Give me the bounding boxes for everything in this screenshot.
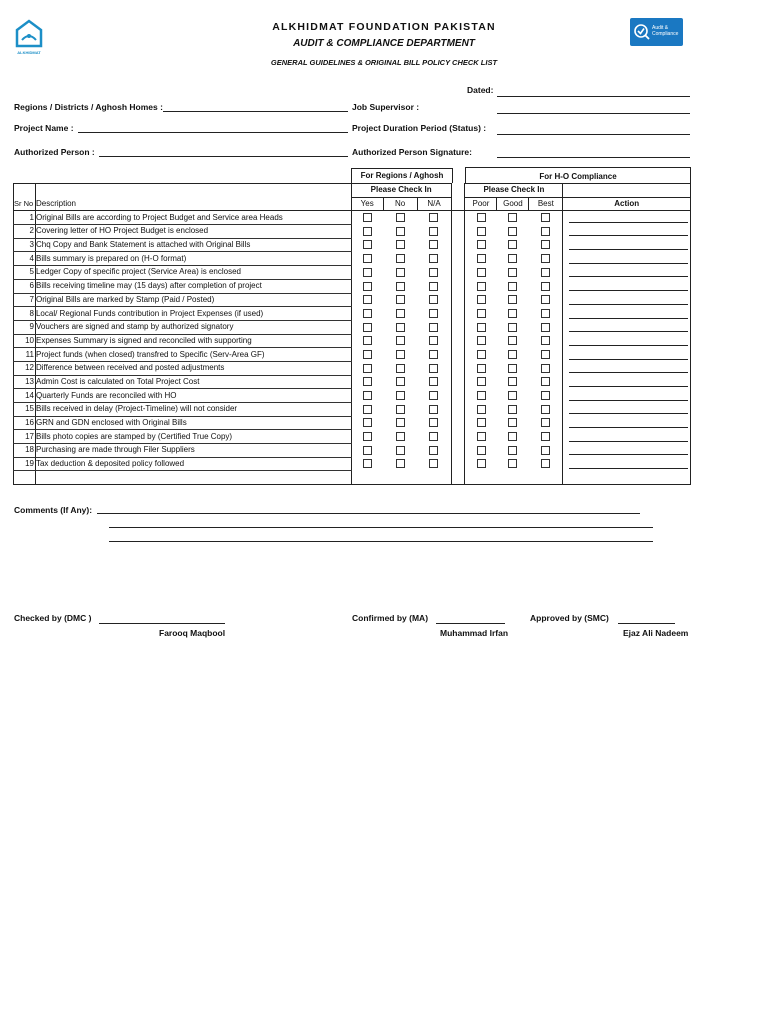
no-checkbox[interactable] (396, 459, 405, 468)
ho-group-header (465, 167, 691, 184)
sr-cell: 4 (14, 252, 36, 266)
sr-cell: 10 (14, 334, 36, 348)
poor-checkbox[interactable] (477, 405, 486, 414)
poor-checkbox[interactable] (477, 432, 486, 441)
no-checkbox[interactable] (396, 350, 405, 359)
sr-cell: 8 (14, 307, 36, 321)
project-duration-label: Project Duration Period (Status) : (352, 123, 487, 133)
no-checkbox[interactable] (396, 336, 405, 345)
poor-checkbox[interactable] (477, 350, 486, 359)
yes-checkbox[interactable] (363, 227, 372, 236)
description-cell: Tax deduction & deposited policy followed (35, 457, 351, 471)
action-field[interactable] (569, 226, 688, 236)
no-checkbox[interactable] (396, 432, 405, 441)
yes-checkbox[interactable] (363, 240, 372, 249)
best-checkbox[interactable] (541, 459, 550, 468)
table-row (14, 416, 691, 430)
poor-checkbox[interactable] (477, 418, 486, 427)
action-field[interactable] (569, 377, 688, 387)
checklist-subtitle: GENERAL GUIDELINES & ORIGINAL BILL POLICY CHECK LIST (270, 58, 498, 67)
sr-cell: 15 (14, 403, 36, 417)
sr-no-header: Sr No (14, 197, 36, 211)
no-checkbox[interactable] (396, 418, 405, 427)
no-checkbox[interactable] (396, 282, 405, 291)
action-field[interactable] (569, 363, 688, 373)
action-field[interactable] (569, 322, 688, 332)
poor-checkbox[interactable] (477, 240, 486, 249)
left-logo-text: ALKHIDMAT (17, 50, 41, 55)
description-cell: GRN and GDN enclosed with Original Bills (35, 416, 351, 430)
yes-checkbox[interactable] (363, 418, 372, 427)
good-checkbox[interactable] (508, 295, 517, 304)
comments-line-3[interactable] (109, 541, 653, 542)
na-checkbox[interactable] (429, 418, 438, 427)
no-checkbox[interactable] (396, 309, 405, 318)
poor-checkbox[interactable] (477, 391, 486, 400)
best-checkbox[interactable] (541, 336, 550, 345)
project-name-label: Project Name : (14, 123, 74, 133)
action-field[interactable] (569, 281, 688, 291)
sr-cell: 1 (14, 211, 36, 225)
description-cell: Project funds (when closed) transfred to Specific (Serv-Area GF) (35, 348, 351, 362)
na-checkbox[interactable] (429, 336, 438, 345)
poor-checkbox[interactable] (477, 309, 486, 318)
no-checkbox[interactable] (396, 254, 405, 263)
action-field[interactable] (569, 404, 688, 414)
best-checkbox[interactable] (541, 254, 550, 263)
good-checkbox[interactable] (508, 282, 517, 291)
description-cell: Quarterly Funds are reconciled with HO (35, 389, 351, 403)
na-checkbox[interactable] (429, 295, 438, 304)
best-checkbox[interactable] (541, 268, 550, 277)
poor-checkbox[interactable] (477, 213, 486, 222)
right-logo-text: Audit & Compliance (652, 25, 679, 37)
regions-field[interactable] (163, 111, 348, 112)
action-field[interactable] (569, 432, 688, 442)
action-field[interactable] (569, 295, 688, 305)
table-row (14, 348, 691, 362)
yes-checkbox[interactable] (363, 350, 372, 359)
please-check-in-regions: Please Check In (351, 184, 451, 198)
poor-checkbox[interactable] (477, 459, 486, 468)
good-checkbox[interactable] (508, 364, 517, 373)
poor-checkbox[interactable] (477, 227, 486, 236)
no-checkbox[interactable] (396, 227, 405, 236)
action-field[interactable] (569, 213, 688, 223)
authorized-signature-field[interactable] (497, 157, 690, 158)
dated-label: Dated: (467, 85, 494, 95)
comments-line-2[interactable] (109, 527, 653, 528)
comments-label: Comments (If Any): (14, 505, 93, 515)
na-checkbox[interactable] (429, 377, 438, 386)
action-field[interactable] (569, 309, 688, 319)
description-cell: Expenses Summary is signed and reconciled with supporting (35, 334, 351, 348)
organization-title: ALKHIDMAT FOUNDATION PAKISTAN (272, 21, 496, 33)
table-row (14, 444, 691, 458)
description-cell: Difference between received and posted adjustments (35, 361, 351, 375)
table-row (14, 320, 691, 334)
best-checkbox[interactable] (541, 295, 550, 304)
action-field[interactable] (569, 267, 688, 277)
no-checkbox[interactable] (396, 405, 405, 414)
good-checkbox[interactable] (508, 459, 517, 468)
sr-cell: 17 (14, 430, 36, 444)
no-checkbox[interactable] (396, 377, 405, 386)
no-checkbox[interactable] (396, 295, 405, 304)
good-checkbox[interactable] (508, 432, 517, 441)
description-cell (35, 471, 351, 485)
regions-label: Regions / Districts / Aghosh Homes : (14, 102, 163, 112)
poor-checkbox[interactable] (477, 377, 486, 386)
description-cell: Vouchers are signed and stamp by authorized signatory (35, 320, 351, 334)
best-checkbox[interactable] (541, 446, 550, 455)
best-checkbox[interactable] (541, 213, 550, 222)
sr-cell: 3 (14, 238, 36, 252)
na-checkbox[interactable] (429, 446, 438, 455)
table-row (14, 252, 691, 266)
best-checkbox[interactable] (541, 405, 550, 414)
yes-checkbox[interactable] (363, 405, 372, 414)
good-checkbox[interactable] (508, 268, 517, 277)
yes-checkbox[interactable] (363, 268, 372, 277)
na-checkbox[interactable] (429, 254, 438, 263)
yes-checkbox[interactable] (363, 282, 372, 291)
description-cell: Purchasing are made through Filer Suppliers (35, 444, 351, 458)
good-checkbox[interactable] (508, 391, 517, 400)
table-row (14, 293, 691, 307)
good-checkbox[interactable] (508, 309, 517, 318)
best-checkbox[interactable] (541, 377, 550, 386)
poor-checkbox[interactable] (477, 254, 486, 263)
no-header: No (383, 197, 417, 211)
good-checkbox[interactable] (508, 323, 517, 332)
yes-checkbox[interactable] (363, 254, 372, 263)
na-checkbox[interactable] (429, 323, 438, 332)
best-checkbox[interactable] (541, 240, 550, 249)
best-checkbox[interactable] (541, 323, 550, 332)
table-row (14, 389, 691, 403)
action-field[interactable] (569, 254, 688, 264)
project-name-field[interactable] (78, 132, 348, 133)
na-checkbox[interactable] (429, 227, 438, 236)
description-cell: Bills summary is prepared on (H-O format) (35, 252, 351, 266)
description-cell: Original Bills are according to Project Budget and Service area Heads (35, 211, 351, 225)
description-cell: Covering letter of HO Project Budget is enclosed (35, 225, 351, 239)
na-checkbox[interactable] (429, 391, 438, 400)
sr-cell: 7 (14, 293, 36, 307)
sr-cell: 18 (14, 444, 36, 458)
description-cell: Bills photo copies are stamped by (Certified True Copy) (35, 430, 351, 444)
good-checkbox[interactable] (508, 446, 517, 455)
na-header: N/A (417, 197, 451, 211)
confirmed-by-field[interactable] (436, 623, 505, 624)
table-row (14, 361, 691, 375)
project-duration-field[interactable] (497, 134, 690, 135)
description-cell: Local/ Regional Funds contribution in Project Expenses (if used) (35, 307, 351, 321)
description-cell: Bills receiving timeline may (15 days) after completion of project (35, 279, 351, 293)
no-checkbox[interactable] (396, 391, 405, 400)
table-row (14, 457, 691, 471)
description-cell: Bills received in delay (Project-Timeline) will not consider (35, 403, 351, 417)
yes-checkbox[interactable] (363, 446, 372, 455)
sr-cell: 19 (14, 457, 36, 471)
best-checkbox[interactable] (541, 350, 550, 359)
table-row (14, 430, 691, 444)
best-checkbox[interactable] (541, 282, 550, 291)
na-checkbox[interactable] (429, 240, 438, 249)
sr-cell: 12 (14, 361, 36, 375)
good-checkbox[interactable] (508, 350, 517, 359)
na-checkbox[interactable] (429, 364, 438, 373)
best-checkbox[interactable] (541, 391, 550, 400)
na-checkbox[interactable] (429, 459, 438, 468)
good-checkbox[interactable] (508, 254, 517, 263)
yes-checkbox[interactable] (363, 213, 372, 222)
regions-group-header (351, 168, 453, 183)
table-row (14, 307, 691, 321)
best-checkbox[interactable] (541, 309, 550, 318)
poor-checkbox[interactable] (477, 336, 486, 345)
checklist-table (13, 183, 691, 485)
good-checkbox[interactable] (508, 377, 517, 386)
best-checkbox[interactable] (541, 418, 550, 427)
department-title: AUDIT & COMPLIANCE DEPARTMENT (293, 38, 475, 49)
table-row (14, 375, 691, 389)
table-row (14, 334, 691, 348)
yes-checkbox[interactable] (363, 309, 372, 318)
table-row (14, 266, 691, 280)
table-row (14, 403, 691, 417)
confirmed-by-name: Muhammad Irfan (440, 628, 509, 638)
yes-checkbox[interactable] (363, 391, 372, 400)
no-checkbox[interactable] (396, 240, 405, 249)
no-checkbox[interactable] (396, 268, 405, 277)
yes-checkbox[interactable] (363, 295, 372, 304)
action-field[interactable] (569, 391, 688, 401)
approved-by-label: Approved by (SMC) (530, 613, 609, 623)
sr-cell (14, 471, 36, 485)
sr-cell: 9 (14, 320, 36, 334)
table-row (14, 225, 691, 239)
checked-by-field[interactable] (99, 623, 225, 624)
table-row (14, 279, 691, 293)
sr-cell: 16 (14, 416, 36, 430)
good-checkbox[interactable] (508, 213, 517, 222)
please-check-in-ho: Please Check In (465, 184, 563, 198)
dated-field[interactable] (497, 96, 690, 97)
poor-header: Poor (465, 197, 497, 211)
description-cell: Original Bills are marked by Stamp (Paid / Posted) (35, 293, 351, 307)
sr-cell: 11 (14, 348, 36, 362)
approved-by-name: Ejaz Ali Nadeem (623, 628, 689, 638)
poor-checkbox[interactable] (477, 282, 486, 291)
sr-cell: 2 (14, 225, 36, 239)
yes-checkbox[interactable] (363, 364, 372, 373)
action-field[interactable] (569, 418, 688, 428)
action-field[interactable] (569, 240, 688, 250)
good-checkbox[interactable] (508, 336, 517, 345)
na-checkbox[interactable] (429, 432, 438, 441)
checked-by-name: Farooq Maqbool (159, 628, 226, 638)
description-cell: Chq Copy and Bank Statement is attached with Original Bills (35, 238, 351, 252)
poor-checkbox[interactable] (477, 323, 486, 332)
best-header: Best (529, 197, 563, 211)
best-checkbox[interactable] (541, 227, 550, 236)
confirmed-by-label: Confirmed by (MA) (352, 613, 429, 623)
yes-checkbox[interactable] (363, 459, 372, 468)
na-checkbox[interactable] (429, 213, 438, 222)
na-checkbox[interactable] (429, 268, 438, 277)
regions-group-label: For Regions / Aghosh (360, 171, 444, 180)
na-checkbox[interactable] (429, 405, 438, 414)
action-header: Action (563, 197, 691, 211)
yes-checkbox[interactable] (363, 336, 372, 345)
description-cell: Admin Cost is calculated on Total Project Cost (35, 375, 351, 389)
no-checkbox[interactable] (396, 323, 405, 332)
ho-group-label: For H-O Compliance (539, 172, 617, 181)
poor-checkbox[interactable] (477, 268, 486, 277)
poor-checkbox[interactable] (477, 446, 486, 455)
table-row (14, 238, 691, 252)
na-checkbox[interactable] (429, 350, 438, 359)
authorized-person-label: Authorized Person : (14, 147, 95, 157)
na-checkbox[interactable] (429, 282, 438, 291)
sr-cell: 14 (14, 389, 36, 403)
best-checkbox[interactable] (541, 364, 550, 373)
checked-by-label: Checked by (DMC ) (14, 613, 92, 623)
good-checkbox[interactable] (508, 418, 517, 427)
no-checkbox[interactable] (396, 364, 405, 373)
poor-checkbox[interactable] (477, 295, 486, 304)
authorized-person-field[interactable] (99, 156, 348, 157)
yes-checkbox[interactable] (363, 377, 372, 386)
poor-checkbox[interactable] (477, 364, 486, 373)
action-field[interactable] (569, 336, 688, 346)
yes-checkbox[interactable] (363, 432, 372, 441)
best-checkbox[interactable] (541, 432, 550, 441)
description-header: Description (35, 197, 351, 211)
table-row (14, 471, 691, 485)
job-supervisor-label: Job Supervisor : (352, 102, 420, 112)
table-row (14, 211, 691, 225)
job-supervisor-field[interactable] (497, 113, 690, 114)
approved-by-field[interactable] (618, 623, 675, 624)
yes-checkbox[interactable] (363, 323, 372, 332)
sr-cell: 6 (14, 279, 36, 293)
good-header: Good (497, 197, 529, 211)
yes-header: Yes (351, 197, 383, 211)
sr-cell: 5 (14, 266, 36, 280)
sr-cell: 13 (14, 375, 36, 389)
action-field[interactable] (569, 445, 688, 455)
no-checkbox[interactable] (396, 213, 405, 222)
authorized-signature-label: Authorized Person Signature: (352, 147, 472, 157)
good-checkbox[interactable] (508, 240, 517, 249)
action-field[interactable] (569, 459, 688, 469)
description-cell: Ledger Copy of specific project (Service Area) is enclosed (35, 266, 351, 280)
action-field[interactable] (569, 350, 688, 360)
no-checkbox[interactable] (396, 446, 405, 455)
good-checkbox[interactable] (508, 405, 517, 414)
comments-line-1[interactable] (97, 513, 640, 514)
good-checkbox[interactable] (508, 227, 517, 236)
na-checkbox[interactable] (429, 309, 438, 318)
